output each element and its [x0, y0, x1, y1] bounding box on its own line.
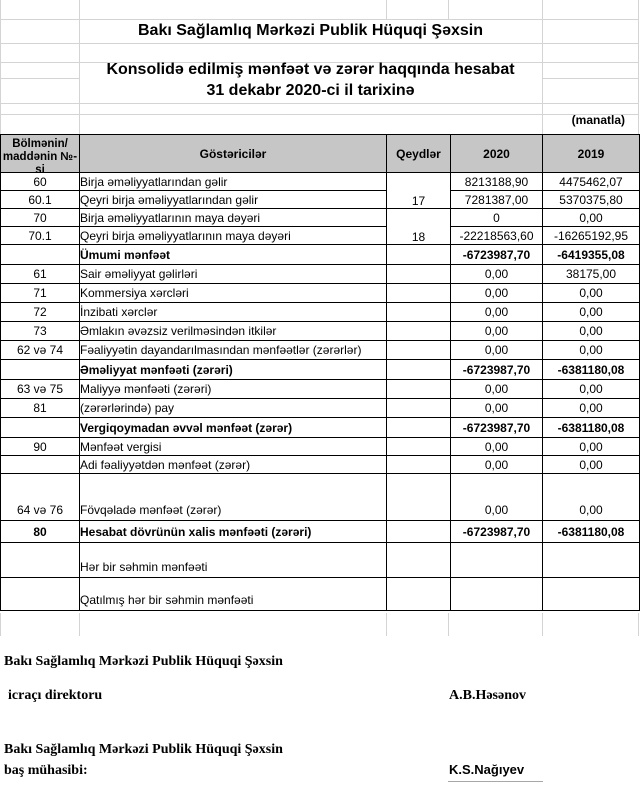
cell-note [387, 380, 451, 399]
table-row [1, 474, 640, 521]
footer-org-name-2: Bakı Sağlamlıq Mərkəzi Publik Hüquqi Şəxsin [4, 742, 283, 757]
table-row [1, 380, 640, 399]
cell-note [387, 521, 451, 543]
table-row [1, 284, 640, 303]
cell-section-no: 70 [1, 209, 80, 227]
col-header-line: maddənin №- [2, 151, 78, 163]
gridline [542, 78, 639, 79]
col-header-section-no [1, 135, 80, 176]
cell-note [387, 438, 451, 456]
cell-indicator-label: Fəaliyyətin dayandarılmasından mənfəətlər (zərərlər) [80, 341, 387, 360]
table-row [1, 578, 640, 611]
cell-value-2019: 38175,00 [543, 265, 640, 284]
cell-indicator-label: Kommersiya xərcləri [80, 284, 387, 303]
gridline [542, 613, 543, 636]
cell-note [387, 543, 451, 578]
cell-indicator-label: Vergiqoymadan əvvəl mənfəət (zərər) [80, 418, 387, 438]
org-title: Bakı Sağlamlıq Mərkəzi Publik Hüquqi Şəxsin [138, 22, 483, 39]
cell-section-no: 81 [1, 399, 80, 418]
cell-value-2019: 0,00 [543, 438, 640, 456]
cell-section-no: 70.1 [1, 227, 80, 245]
cell-section-no [1, 578, 80, 611]
cell-value-2019: 4475462,07 [543, 173, 640, 191]
cell-value-2019 [543, 543, 640, 578]
cell-section-no: 73 [1, 322, 80, 341]
cell-indicator-label: (zərərlərində) pay [80, 399, 387, 418]
cell-value-2019: -6381180,08 [543, 360, 640, 380]
cell-indicator-label: Birja əməliyyatlarından gəlir [80, 173, 387, 191]
accountant-label: baş mühasibi: [4, 763, 88, 778]
signature-underline [448, 781, 543, 782]
cell-value-2019: 0,00 [543, 456, 640, 474]
cell-value-2020: -6723987,70 [451, 418, 543, 438]
cell-value-2019: 0,00 [543, 209, 640, 227]
cell-indicator-label: Hər bir səhmin mənfəəti [80, 543, 387, 578]
table-row [1, 360, 640, 380]
table-row [1, 341, 640, 360]
cell-value-2020: 0,00 [451, 474, 543, 521]
cell-value-2020 [451, 578, 543, 611]
cell-value-2020: 0,00 [451, 322, 543, 341]
cell-section-no [1, 360, 80, 380]
gridline [386, 0, 387, 19]
cell-note [387, 578, 451, 611]
cell-indicator-label: Sair əməliyyat gəlirləri [80, 265, 387, 284]
table-header-row [1, 135, 640, 173]
cell-section-no: 60 [1, 173, 80, 191]
table-row [1, 456, 640, 474]
cell-value-2020: 8213188,90 [451, 173, 543, 191]
cell-section-no [1, 418, 80, 438]
cell-section-no: 62 və 74 [1, 341, 80, 360]
table-row [1, 173, 640, 191]
table-row [1, 521, 640, 543]
cell-value-2020: -6723987,70 [451, 245, 543, 265]
cell-indicator-label: Əmlakın əvəzsiz verilməsindən itkilər [80, 322, 387, 341]
gridline [386, 613, 387, 636]
director-name: A.B.Həsənov [449, 688, 526, 703]
cell-note [387, 322, 451, 341]
table-row [1, 543, 640, 578]
cell-value-2019: -16265192,95 [543, 227, 640, 245]
col-header-section-no-text [1, 138, 79, 176]
cell-value-2019: -6381180,08 [543, 521, 640, 543]
cell-section-no: 90 [1, 438, 80, 456]
table-row [1, 399, 640, 418]
gridline [0, 78, 79, 79]
accountant-name: K.S.Nağıyev [449, 762, 525, 777]
cell-note [387, 399, 451, 418]
cell-note [387, 284, 451, 303]
cell-note [387, 303, 451, 322]
gridline [0, 103, 639, 104]
cell-value-2020: 0,00 [451, 456, 543, 474]
cell-note [387, 456, 451, 474]
report-table [0, 134, 640, 611]
cell-note [387, 245, 451, 265]
cell-indicator-label: Qeyri birja əməliyyatlarından gəlir [80, 191, 387, 209]
cell-note: 17 [387, 173, 451, 209]
cell-value-2019: 0,00 [543, 303, 640, 322]
gridline [0, 0, 1, 134]
cell-value-2019: 0,00 [543, 380, 640, 399]
cell-indicator-label: Qeyri birja əməliyyatlarının maya dəyəri [80, 227, 387, 245]
gridline [0, 114, 639, 115]
cell-value-2020: 0,00 [451, 438, 543, 456]
cell-value-2020: 0 [451, 209, 543, 227]
table-row [1, 227, 640, 245]
table-row [1, 191, 640, 209]
cell-value-2019 [543, 578, 640, 611]
cell-section-no [1, 543, 80, 578]
cell-note [387, 341, 451, 360]
cell-section-no: 80 [1, 521, 80, 543]
director-label: icraçı direktoru [8, 688, 103, 703]
cell-indicator-label: Mənfəət vergisi [80, 438, 387, 456]
report-title [79, 59, 542, 101]
cell-value-2019: 0,00 [543, 284, 640, 303]
gridline [448, 0, 449, 19]
cell-note [387, 360, 451, 380]
cell-section-no: 72 [1, 303, 80, 322]
cell-section-no: 63 və 75 [1, 380, 80, 399]
report-table-body [1, 173, 640, 611]
table-row [1, 438, 640, 456]
cell-indicator-label: İnzibati xərclər [80, 303, 387, 322]
cell-indicator-label: Hesabat dövrünün xalis mənfəəti (zərəri) [80, 521, 387, 543]
cell-value-2019: 0,00 [543, 474, 640, 521]
gridline [79, 613, 80, 636]
cell-value-2020: 0,00 [451, 341, 543, 360]
cell-value-2020: 0,00 [451, 399, 543, 418]
report-title-line1: Konsolidə edilmiş mənfəət və zərər haqqında hesabat [106, 61, 515, 78]
currency-note: (manatla) [571, 113, 625, 127]
cell-value-2019: 0,00 [543, 341, 640, 360]
cell-value-2019: 0,00 [543, 399, 640, 418]
gridline [0, 613, 1, 636]
gridline [0, 43, 639, 44]
cell-value-2020: -22218563,60 [451, 227, 543, 245]
cell-value-2020: 0,00 [451, 380, 543, 399]
cell-value-2020: 0,00 [451, 303, 543, 322]
cell-value-2020: 7281387,00 [451, 191, 543, 209]
table-row [1, 245, 640, 265]
cell-value-2020: 0,00 [451, 284, 543, 303]
cell-section-no: 60.1 [1, 191, 80, 209]
cell-indicator-label: Birja əməliyyatlarının maya dəyəri [80, 209, 387, 227]
table-row [1, 209, 640, 227]
table-row [1, 322, 640, 341]
report-title-line2: 31 dekabr 2020-ci il tarixinə [206, 82, 415, 99]
cell-value-2020: -6723987,70 [451, 360, 543, 380]
cell-note [387, 474, 451, 521]
table-row [1, 265, 640, 284]
col-header-notes: Qeydlər [387, 135, 451, 173]
gridline [448, 613, 449, 636]
col-header-2020: 2020 [451, 135, 543, 173]
table-row [1, 418, 640, 438]
cell-note [387, 418, 451, 438]
cell-indicator-label: Fövqəladə mənfəət (zərər) [80, 474, 387, 521]
cell-value-2020: -6723987,70 [451, 521, 543, 543]
cell-note [387, 265, 451, 284]
gridline [638, 613, 639, 636]
gridline [542, 0, 543, 134]
cell-section-no [1, 456, 80, 474]
cell-indicator-label: Adi fəaliyyətdən mənfəət (zərər) [80, 456, 387, 474]
table-row [1, 303, 640, 322]
footer-org-name-1: Bakı Sağlamlıq Mərkəzi Publik Hüquqi Şəxsin [4, 654, 283, 669]
cell-value-2019: 5370375,80 [543, 191, 640, 209]
cell-section-no: 61 [1, 265, 80, 284]
col-header-indicators: Göstəricilər [80, 135, 387, 173]
col-header-line: si [35, 164, 45, 176]
col-header-2019: 2019 [543, 135, 640, 173]
col-header-line: Bölmənin/ [12, 138, 68, 150]
gridline [638, 0, 639, 134]
cell-value-2020 [451, 543, 543, 578]
cell-indicator-label: Əməliyyat mənfəəti (zərəri) [80, 360, 387, 380]
cell-note: 18 [387, 209, 451, 245]
cell-value-2020: 0,00 [451, 265, 543, 284]
cell-value-2019: -6381180,08 [543, 418, 640, 438]
cell-section-no: 64 və 76 [1, 474, 80, 521]
cell-value-2019: -6419355,08 [543, 245, 640, 265]
cell-indicator-label: Ümumi mənfəət [80, 245, 387, 265]
cell-indicator-label: Maliyyə mənfəəti (zərəri) [80, 380, 387, 399]
cell-section-no: 71 [1, 284, 80, 303]
cell-value-2019: 0,00 [543, 322, 640, 341]
cell-section-no [1, 245, 80, 265]
cell-indicator-label: Qatılmış hər bir səhmin mənfəəti [80, 578, 387, 611]
